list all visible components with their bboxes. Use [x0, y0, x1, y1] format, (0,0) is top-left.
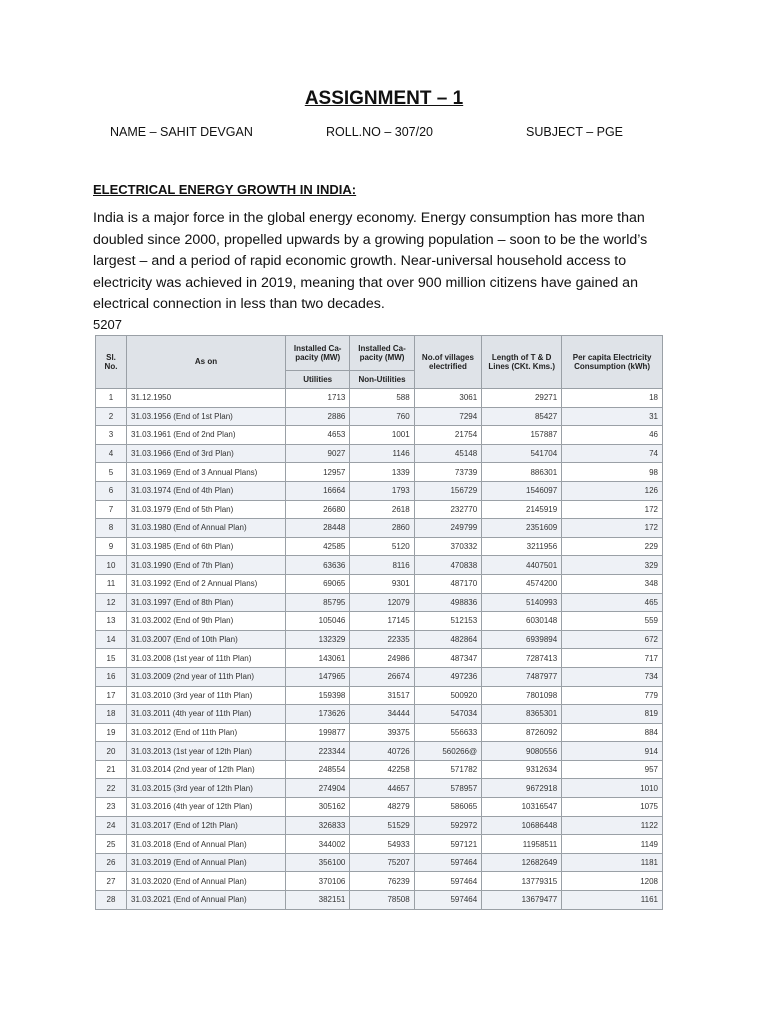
table-row	[96, 723, 663, 742]
cell-utilities: 9027	[286, 444, 350, 463]
cell-td-lines: 4407501	[482, 556, 562, 575]
table-row	[96, 853, 663, 872]
cell-sl-no: 4	[96, 444, 127, 463]
cell-utilities: 356100	[286, 853, 350, 872]
cell-utilities: 159398	[286, 686, 350, 705]
table-row	[96, 705, 663, 724]
cell-per-capita: 1010	[562, 779, 663, 798]
cell-non-utilities: 76239	[350, 872, 414, 891]
cell-per-capita: 1122	[562, 816, 663, 835]
cell-non-utilities: 26674	[350, 667, 414, 686]
cell-as-on: 31.03.1992 (End of 2 Annual Plans)	[127, 574, 286, 593]
cell-td-lines: 2145919	[482, 500, 562, 519]
cell-sl-no: 27	[96, 872, 127, 891]
table-row	[96, 760, 663, 779]
number-label: 5207	[93, 317, 122, 332]
cell-per-capita: 1181	[562, 853, 663, 872]
cell-sl-no: 19	[96, 723, 127, 742]
cell-td-lines: 3211956	[482, 537, 562, 556]
cell-sl-no: 14	[96, 630, 127, 649]
cell-as-on: 31.03.1961 (End of 2nd Plan)	[127, 426, 286, 445]
cell-td-lines: 4574200	[482, 574, 562, 593]
cell-td-lines: 157887	[482, 426, 562, 445]
table-row	[96, 779, 663, 798]
cell-utilities: 173626	[286, 705, 350, 724]
header-as-on: As on	[127, 336, 286, 389]
cell-non-utilities: 44657	[350, 779, 414, 798]
header-td-lines: Length of T & D Lines (CKt. Kms.)	[482, 336, 562, 389]
cell-villages: 592972	[414, 816, 481, 835]
cell-villages: 482864	[414, 630, 481, 649]
cell-per-capita: 1161	[562, 891, 663, 910]
cell-utilities: 344002	[286, 835, 350, 854]
cell-as-on: 31.03.1985 (End of 6th Plan)	[127, 537, 286, 556]
cell-utilities: 274904	[286, 779, 350, 798]
cell-non-utilities: 5120	[350, 537, 414, 556]
cell-as-on: 31.03.1990 (End of 7th Plan)	[127, 556, 286, 575]
cell-sl-no: 22	[96, 779, 127, 798]
cell-as-on: 31.03.1966 (End of 3rd Plan)	[127, 444, 286, 463]
cell-utilities: 248554	[286, 760, 350, 779]
cell-villages: 597121	[414, 835, 481, 854]
cell-villages: 156729	[414, 481, 481, 500]
cell-per-capita: 1075	[562, 798, 663, 817]
cell-sl-no: 18	[96, 705, 127, 724]
subject: SUBJECT – PGE	[526, 125, 624, 139]
cell-as-on: 31.03.1969 (End of 3 Annual Plans)	[127, 463, 286, 482]
cell-non-utilities: 34444	[350, 705, 414, 724]
cell-per-capita: 98	[562, 463, 663, 482]
cell-td-lines: 7487977	[482, 667, 562, 686]
cell-td-lines: 2351609	[482, 519, 562, 538]
header-non-utilities: Non-Utilities	[350, 371, 414, 389]
cell-utilities: 223344	[286, 742, 350, 761]
table-row	[96, 742, 663, 761]
cell-villages: 249799	[414, 519, 481, 538]
cell-utilities: 2886	[286, 407, 350, 426]
cell-non-utilities: 9301	[350, 574, 414, 593]
cell-non-utilities: 40726	[350, 742, 414, 761]
cell-td-lines: 85427	[482, 407, 562, 426]
cell-sl-no: 20	[96, 742, 127, 761]
table-row	[96, 891, 663, 910]
cell-per-capita: 734	[562, 667, 663, 686]
cell-utilities: 4653	[286, 426, 350, 445]
cell-as-on: 31.03.2013 (1st year of 12th Plan)	[127, 742, 286, 761]
cell-villages: 3061	[414, 389, 481, 408]
header-installed-capacity-utilities: Installed Ca-pacity (MW)	[286, 336, 350, 371]
table-row	[96, 612, 663, 631]
cell-per-capita: 779	[562, 686, 663, 705]
cell-utilities: 305162	[286, 798, 350, 817]
table-row	[96, 407, 663, 426]
cell-utilities: 143061	[286, 649, 350, 668]
cell-sl-no: 7	[96, 500, 127, 519]
cell-td-lines: 10686448	[482, 816, 562, 835]
cell-as-on: 31.03.2021 (End of Annual Plan)	[127, 891, 286, 910]
cell-non-utilities: 39375	[350, 723, 414, 742]
cell-utilities: 199877	[286, 723, 350, 742]
table-row	[96, 556, 663, 575]
cell-villages: 556633	[414, 723, 481, 742]
table-row	[96, 463, 663, 482]
cell-per-capita: 329	[562, 556, 663, 575]
cell-as-on: 31.03.2011 (4th year of 11th Plan)	[127, 705, 286, 724]
table-row	[96, 798, 663, 817]
cell-sl-no: 12	[96, 593, 127, 612]
cell-villages: 470838	[414, 556, 481, 575]
cell-non-utilities: 48279	[350, 798, 414, 817]
cell-sl-no: 5	[96, 463, 127, 482]
cell-per-capita: 559	[562, 612, 663, 631]
cell-sl-no: 16	[96, 667, 127, 686]
cell-per-capita: 18	[562, 389, 663, 408]
cell-as-on: 31.03.1980 (End of Annual Plan)	[127, 519, 286, 538]
table-row	[96, 519, 663, 538]
cell-non-utilities: 760	[350, 407, 414, 426]
table-row	[96, 630, 663, 649]
cell-td-lines: 5140993	[482, 593, 562, 612]
cell-as-on: 31.03.1956 (End of 1st Plan)	[127, 407, 286, 426]
table-row	[96, 500, 663, 519]
header-villages-electrified: No.of villages electrified	[414, 336, 481, 389]
cell-non-utilities: 78508	[350, 891, 414, 910]
cell-non-utilities: 1001	[350, 426, 414, 445]
header-utilities: Utilities	[286, 371, 350, 389]
cell-td-lines: 12682649	[482, 853, 562, 872]
cell-td-lines: 8726092	[482, 723, 562, 742]
table-row	[96, 574, 663, 593]
cell-per-capita: 465	[562, 593, 663, 612]
cell-td-lines: 6939894	[482, 630, 562, 649]
cell-sl-no: 24	[96, 816, 127, 835]
cell-non-utilities: 17145	[350, 612, 414, 631]
cell-sl-no: 21	[96, 760, 127, 779]
cell-non-utilities: 1339	[350, 463, 414, 482]
cell-per-capita: 31	[562, 407, 663, 426]
cell-non-utilities: 22335	[350, 630, 414, 649]
cell-villages: 547034	[414, 705, 481, 724]
roll-number: ROLL.NO – 307/20	[326, 125, 434, 139]
cell-per-capita: 957	[562, 760, 663, 779]
cell-td-lines: 10316547	[482, 798, 562, 817]
cell-per-capita: 348	[562, 574, 663, 593]
cell-per-capita: 74	[562, 444, 663, 463]
cell-non-utilities: 1793	[350, 481, 414, 500]
cell-td-lines: 29271	[482, 389, 562, 408]
cell-non-utilities: 1146	[350, 444, 414, 463]
cell-as-on: 31.03.2009 (2nd year of 11th Plan)	[127, 667, 286, 686]
cell-per-capita: 126	[562, 481, 663, 500]
cell-as-on: 31.03.1979 (End of 5th Plan)	[127, 500, 286, 519]
cell-villages: 370332	[414, 537, 481, 556]
cell-td-lines: 8365301	[482, 705, 562, 724]
cell-sl-no: 8	[96, 519, 127, 538]
student-name: NAME – SAHIT DEVGAN	[110, 125, 253, 139]
cell-as-on: 31.03.2019 (End of Annual Plan)	[127, 853, 286, 872]
cell-as-on: 31.03.1974 (End of 4th Plan)	[127, 481, 286, 500]
section-heading: ELECTRICAL ENERGY GROWTH IN INDIA:	[93, 182, 357, 197]
cell-non-utilities: 24986	[350, 649, 414, 668]
cell-as-on: 31.03.2010 (3rd year of 11th Plan)	[127, 686, 286, 705]
cell-td-lines: 886301	[482, 463, 562, 482]
header-installed-capacity-non-utilities: Installed Ca-pacity (MW)	[350, 336, 414, 371]
cell-sl-no: 11	[96, 574, 127, 593]
header-per-capita-consumption: Per capita Electricity Consumption (kWh)	[562, 336, 663, 389]
cell-sl-no: 2	[96, 407, 127, 426]
cell-as-on: 31.03.2007 (End of 10th Plan)	[127, 630, 286, 649]
cell-villages: 45148	[414, 444, 481, 463]
cell-utilities: 26680	[286, 500, 350, 519]
cell-sl-no: 1	[96, 389, 127, 408]
cell-villages: 21754	[414, 426, 481, 445]
cell-utilities: 69065	[286, 574, 350, 593]
cell-villages: 487347	[414, 649, 481, 668]
cell-sl-no: 23	[96, 798, 127, 817]
cell-per-capita: 46	[562, 426, 663, 445]
cell-per-capita: 172	[562, 500, 663, 519]
cell-utilities: 105046	[286, 612, 350, 631]
cell-as-on: 31.03.2018 (End of Annual Plan)	[127, 835, 286, 854]
intro-paragraph: India is a major force in the global energy economy. Energy consumption has more than doubled since 2000, propelled upwards by a growing population – soon to be the world’s largest – and a period of rapid economic growth. Near-universal household access to electricity was achieved in 2019, meaning that over 900 million citizens have gained an electrical connection in less than two decades.	[93, 210, 648, 312]
cell-as-on: 31.03.2008 (1st year of 11th Plan)	[127, 649, 286, 668]
cell-non-utilities: 8116	[350, 556, 414, 575]
table-row	[96, 686, 663, 705]
cell-sl-no: 28	[96, 891, 127, 910]
cell-as-on: 31.12.1950	[127, 389, 286, 408]
cell-villages: 586065	[414, 798, 481, 817]
cell-as-on: 31.03.2002 (End of 9th Plan)	[127, 612, 286, 631]
cell-per-capita: 229	[562, 537, 663, 556]
cell-td-lines: 9312634	[482, 760, 562, 779]
table-row	[96, 481, 663, 500]
energy-growth-table	[95, 335, 663, 910]
cell-non-utilities: 31517	[350, 686, 414, 705]
cell-villages: 73739	[414, 463, 481, 482]
cell-non-utilities: 2618	[350, 500, 414, 519]
cell-td-lines: 7801098	[482, 686, 562, 705]
cell-non-utilities: 51529	[350, 816, 414, 835]
cell-td-lines: 541704	[482, 444, 562, 463]
cell-as-on: 31.03.2020 (End of Annual Plan)	[127, 872, 286, 891]
cell-as-on: 31.03.2015 (3rd year of 12th Plan)	[127, 779, 286, 798]
cell-villages: 578957	[414, 779, 481, 798]
cell-sl-no: 25	[96, 835, 127, 854]
cell-per-capita: 172	[562, 519, 663, 538]
cell-non-utilities: 54933	[350, 835, 414, 854]
cell-sl-no: 10	[96, 556, 127, 575]
cell-per-capita: 1208	[562, 872, 663, 891]
cell-villages: 498836	[414, 593, 481, 612]
cell-as-on: 31.03.2016 (4th year of 12th Plan)	[127, 798, 286, 817]
cell-utilities: 1713	[286, 389, 350, 408]
cell-per-capita: 819	[562, 705, 663, 724]
cell-as-on: 31.03.2012 (End of 11th Plan)	[127, 723, 286, 742]
cell-non-utilities: 42258	[350, 760, 414, 779]
cell-td-lines: 9080556	[482, 742, 562, 761]
cell-sl-no: 3	[96, 426, 127, 445]
cell-td-lines: 11958511	[482, 835, 562, 854]
cell-sl-no: 13	[96, 612, 127, 631]
cell-sl-no: 26	[96, 853, 127, 872]
cell-utilities: 326833	[286, 816, 350, 835]
cell-per-capita: 914	[562, 742, 663, 761]
cell-villages: 560266@	[414, 742, 481, 761]
cell-villages: 512153	[414, 612, 481, 631]
cell-as-on: 31.03.2017 (End of 12th Plan)	[127, 816, 286, 835]
cell-villages: 500920	[414, 686, 481, 705]
cell-per-capita: 1149	[562, 835, 663, 854]
table-row	[96, 872, 663, 891]
cell-td-lines: 13779315	[482, 872, 562, 891]
cell-as-on: 31.03.2014 (2nd year of 12th Plan)	[127, 760, 286, 779]
header-sl-no: Sl. No.	[96, 336, 127, 389]
cell-sl-no: 9	[96, 537, 127, 556]
cell-utilities: 28448	[286, 519, 350, 538]
cell-sl-no: 6	[96, 481, 127, 500]
cell-villages: 497236	[414, 667, 481, 686]
cell-villages: 597464	[414, 853, 481, 872]
page-title: ASSIGNMENT – 1	[304, 88, 464, 109]
table-row	[96, 835, 663, 854]
cell-villages: 571782	[414, 760, 481, 779]
cell-td-lines: 7287413	[482, 649, 562, 668]
cell-villages: 232770	[414, 500, 481, 519]
cell-td-lines: 13679477	[482, 891, 562, 910]
cell-non-utilities: 75207	[350, 853, 414, 872]
cell-as-on: 31.03.1997 (End of 8th Plan)	[127, 593, 286, 612]
cell-non-utilities: 12079	[350, 593, 414, 612]
cell-sl-no: 15	[96, 649, 127, 668]
table-row	[96, 389, 663, 408]
table-row	[96, 667, 663, 686]
cell-td-lines: 6030148	[482, 612, 562, 631]
cell-per-capita: 884	[562, 723, 663, 742]
cell-utilities: 16664	[286, 481, 350, 500]
table-row	[96, 649, 663, 668]
cell-utilities: 132329	[286, 630, 350, 649]
cell-non-utilities: 588	[350, 389, 414, 408]
cell-td-lines: 9672918	[482, 779, 562, 798]
cell-villages: 597464	[414, 891, 481, 910]
cell-non-utilities: 2860	[350, 519, 414, 538]
cell-utilities: 147965	[286, 667, 350, 686]
cell-utilities: 42585	[286, 537, 350, 556]
cell-td-lines: 1546097	[482, 481, 562, 500]
table-row	[96, 444, 663, 463]
table-row	[96, 426, 663, 445]
table-row	[96, 593, 663, 612]
cell-utilities: 370106	[286, 872, 350, 891]
cell-per-capita: 672	[562, 630, 663, 649]
cell-utilities: 12957	[286, 463, 350, 482]
table-row	[96, 816, 663, 835]
cell-utilities: 63636	[286, 556, 350, 575]
cell-villages: 7294	[414, 407, 481, 426]
cell-sl-no: 17	[96, 686, 127, 705]
cell-utilities: 85795	[286, 593, 350, 612]
table-row	[96, 537, 663, 556]
cell-utilities: 382151	[286, 891, 350, 910]
cell-villages: 597464	[414, 872, 481, 891]
table-body	[96, 389, 663, 910]
cell-per-capita: 717	[562, 649, 663, 668]
cell-villages: 487170	[414, 574, 481, 593]
